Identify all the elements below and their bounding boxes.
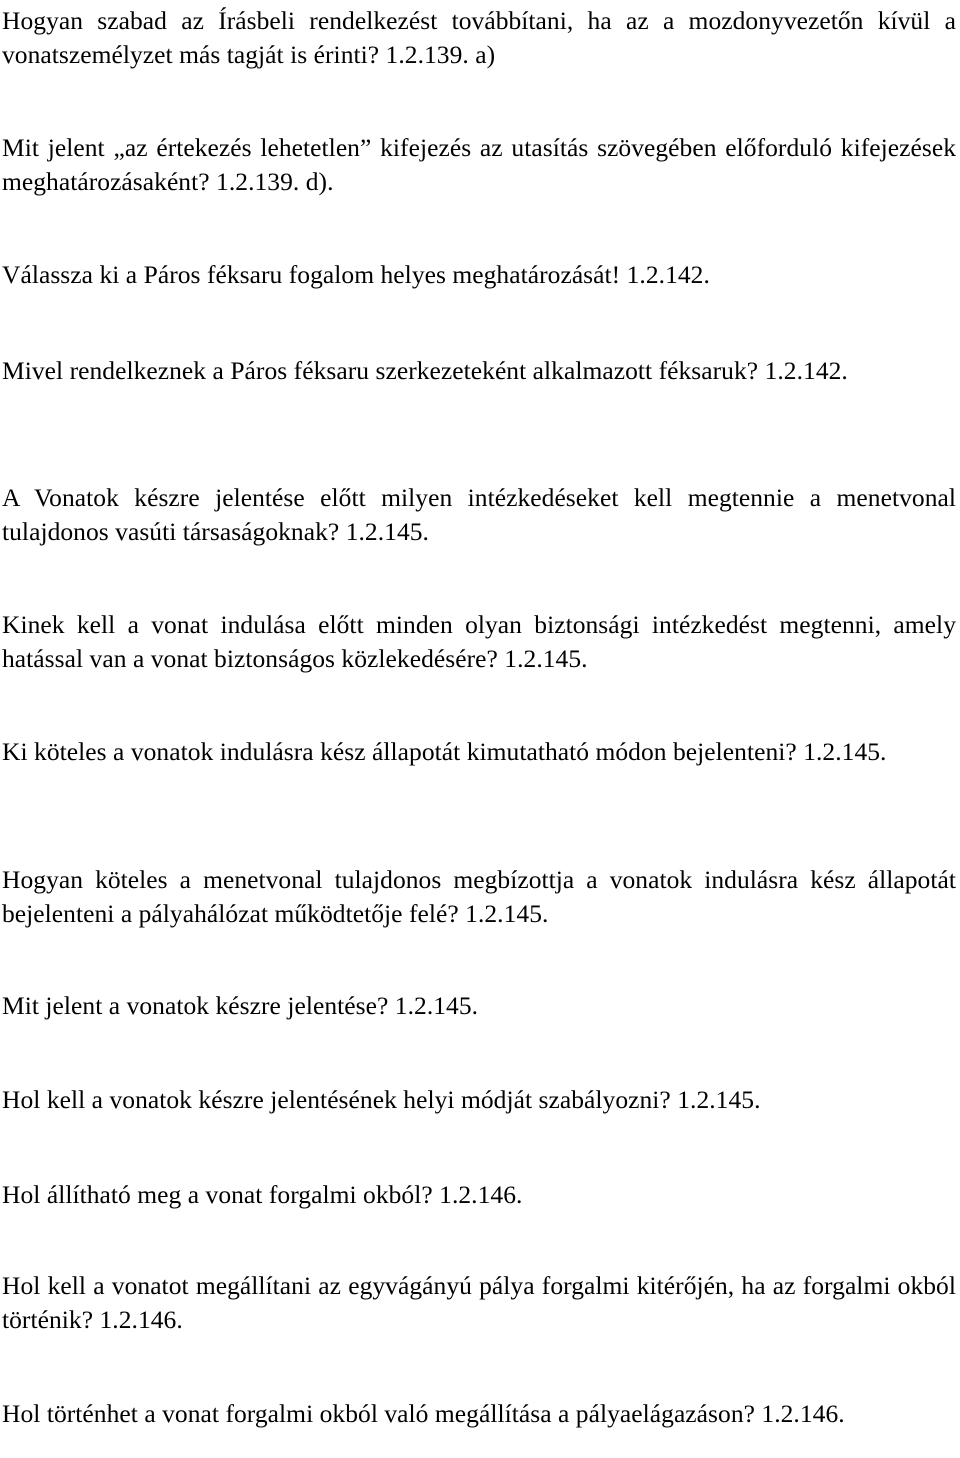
question-2: Mit jelent „az értekezés lehetetlen” kifejezés az utasítás szövegében előforduló kifejezések meghatározásaként? 1.2.139. d). — [2, 133, 956, 196]
question-12: Hol kell a vonatot megállítani az egyvágányú pálya forgalmi kitérőjén, ha az forgalmi okból történik? 1.2.146. — [2, 1271, 956, 1334]
question-3: Válassza ki a Páros féksaru fogalom helyes meghatározását! 1.2.142. — [2, 260, 710, 289]
question-13: Hol történhet a vonat forgalmi okból való megállítása a pályaelágazáson? 1.2.146. — [2, 1399, 845, 1428]
question-8: Hogyan köteles a menetvonal tulajdonos megbízottja a vonatok indulásra kész állapotát bejelenteni a pályahálózat működtetője felé? 1.2.145. — [2, 865, 956, 928]
question-6: Kinek kell a vonat indulása előtt minden olyan biztonsági intézkedést megtenni, amely hatással van a vonat biztonságos közlekedésére? 1.2.145. — [2, 610, 956, 673]
question-10: Hol kell a vonatok készre jelentésének helyi módját szabályozni? 1.2.145. — [2, 1085, 761, 1114]
question-5: A Vonatok készre jelentése előtt milyen intézkedéseket kell megtennie a menetvonal tulajdonos vasúti társaságoknak? 1.2.145. — [2, 483, 956, 546]
question-7: Ki köteles a vonatok indulásra kész állapotát kimutatható módon bejelenteni? 1.2.145. — [2, 737, 887, 766]
question-9: Mit jelent a vonatok készre jelentése? 1.2.145. — [2, 991, 479, 1020]
question-4: Mivel rendelkeznek a Páros féksaru szerkezeteként alkalmazott féksaruk? 1.2.142. — [2, 356, 848, 385]
question-11: Hol állítható meg a vonat forgalmi okból? 1.2.146. — [2, 1180, 523, 1209]
question-1: Hogyan szabad az Írásbeli rendelkezést továbbítani, ha az a mozdonyvezetőn kívül a vonatszemélyzet más tagját is érinti? 1.2.139. a) — [2, 6, 956, 69]
